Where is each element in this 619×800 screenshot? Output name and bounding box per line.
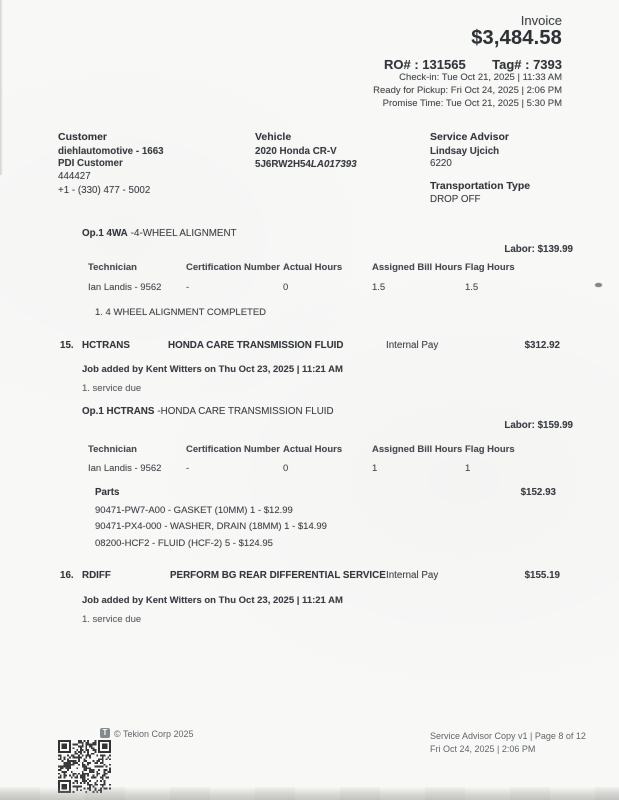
col-technician: Technician xyxy=(88,444,137,455)
job15-op-title xyxy=(82,406,334,417)
job15-pay-type: Internal Pay xyxy=(386,340,439,351)
col-assigned-hours: Assigned Bill Hours xyxy=(372,444,463,455)
table-cell-assigned: 1.5 xyxy=(372,282,386,293)
ready-for-pickup-time: Ready for Pickup: Fri Oct 24, 2025 | 2:06 PM xyxy=(373,85,562,96)
job16-amount: $155.19 xyxy=(524,570,560,581)
customer-type: PDI Customer xyxy=(58,158,123,169)
job16-code: RDIFF xyxy=(82,570,111,581)
table-cell-cert: - xyxy=(186,463,190,474)
copy-info-text: Service Advisor Copy v1 | Page 8 of 12 xyxy=(430,731,586,741)
op-4wa-note: 1. 4 WHEEL ALIGNMENT COMPLETED xyxy=(95,307,267,318)
vehicle-heading: Vehicle xyxy=(255,131,292,143)
promise-time: Promise Time: Tue Oct 21, 2025 | 5:30 PM xyxy=(382,98,562,109)
table-cell-flag: 1 xyxy=(465,463,471,474)
vin-italic: LA017393 xyxy=(310,159,357,170)
job15-labor-amount: Labor: $159.99 xyxy=(504,420,573,431)
col-actual-hours: Actual Hours xyxy=(283,262,343,273)
job15-title: HONDA CARE TRANSMISSION FLUID xyxy=(168,340,344,351)
customer-number: 444427 xyxy=(58,171,91,182)
table-cell-actual: 0 xyxy=(283,463,289,474)
col-actual-hours: Actual Hours xyxy=(283,444,343,455)
service-advisor-heading: Service Advisor xyxy=(430,131,509,143)
job15-code: HCTRANS xyxy=(82,340,130,351)
col-cert-number: Certification Number xyxy=(186,262,280,273)
op-4wa-title xyxy=(82,228,237,239)
job15-amount: $312.92 xyxy=(524,340,560,351)
job15-number: 15. xyxy=(60,340,74,351)
table-cell-assigned: 1 xyxy=(372,463,378,474)
op-4wa-code: Op.1 4WA xyxy=(82,228,128,239)
op-4wa-labor-amount: Labor: $139.99 xyxy=(504,244,573,255)
table-cell-flag: 1.5 xyxy=(465,282,479,293)
job15-op-code: Op.1 HCTRANS xyxy=(82,406,155,417)
part-line: 90471-PW7-A00 - GASKET (10MM) 1 - $12.99 xyxy=(95,505,293,516)
vehicle-model: 2020 Honda CR-V xyxy=(255,146,337,157)
scan-speck-artifact xyxy=(595,283,602,287)
op-4wa-desc: -4-WHEEL ALIGNMENT xyxy=(130,228,237,239)
job15-added-note: Job added by Kent Witters on Thu Oct 23, 2025 | 11:21 AM xyxy=(82,364,343,375)
col-assigned-hours: Assigned Bill Hours xyxy=(372,262,463,273)
vin-plain: 5J6RW2H54 xyxy=(255,159,311,170)
parts-total: $152.93 xyxy=(520,487,556,498)
transportation-heading: Transportation Type xyxy=(430,180,531,192)
qr-code xyxy=(58,740,111,793)
print-timestamp: Fri Oct 24, 2025 | 2:06 PM xyxy=(430,744,536,754)
copyright-text: © Tekion Corp 2025 xyxy=(114,729,194,739)
col-cert-number: Certification Number xyxy=(186,444,280,455)
table-cell-technician: Ian Landis - 9562 xyxy=(88,282,162,293)
tekion-logo-icon: T xyxy=(100,728,110,738)
job16-number: 16. xyxy=(60,570,74,581)
col-flag-hours: Flag Hours xyxy=(465,262,515,273)
ro-number: RO# : 131565 xyxy=(384,57,466,72)
table-cell-actual: 0 xyxy=(283,282,289,293)
customer-heading: Customer xyxy=(58,131,108,143)
check-in-time: Check-in: Tue Oct 21, 2025 | 11:33 AM xyxy=(399,72,562,83)
customer-phone: +1 - (330) 477 - 5002 xyxy=(58,185,151,196)
col-flag-hours: Flag Hours xyxy=(465,444,515,455)
job16-added-note: Job added by Kent Witters on Thu Oct 23, 2025 | 11:21 AM xyxy=(82,595,343,606)
transportation-value: DROP OFF xyxy=(430,194,481,205)
customer-name: diehlautomotive - 1663 xyxy=(58,146,164,157)
scan-bottom-shadow xyxy=(0,787,619,800)
invoice-total: $3,484.58 xyxy=(471,27,562,49)
service-advisor-id: 6220 xyxy=(430,158,452,169)
invoice-title: Invoice xyxy=(520,13,562,28)
table-cell-technician: Ian Landis - 9562 xyxy=(88,463,162,474)
scan-edge-artifact xyxy=(0,0,3,175)
part-line: 90471-PX4-000 - WASHER, DRAIN (18MM) 1 - $14.99 xyxy=(95,521,327,532)
job16-reason: 1. service due xyxy=(82,614,142,625)
vehicle-vin xyxy=(255,159,357,170)
table-cell-cert: - xyxy=(186,282,190,293)
service-advisor-name: Lindsay Ujcich xyxy=(430,146,500,157)
col-technician: Technician xyxy=(88,262,137,273)
job15-op-desc: -HONDA CARE TRANSMISSION FLUID xyxy=(157,406,334,417)
tag-number: Tag# : 7393 xyxy=(492,57,562,72)
job16-pay-type: Internal Pay xyxy=(386,570,439,581)
part-line: 08200-HCF2 - FLUID (HCF-2) 5 - $124.95 xyxy=(95,538,273,549)
job15-reason: 1. service due xyxy=(82,383,142,394)
job16-title: PERFORM BG REAR DIFFERENTIAL SERVICE xyxy=(170,570,386,581)
parts-heading: Parts xyxy=(95,487,120,498)
